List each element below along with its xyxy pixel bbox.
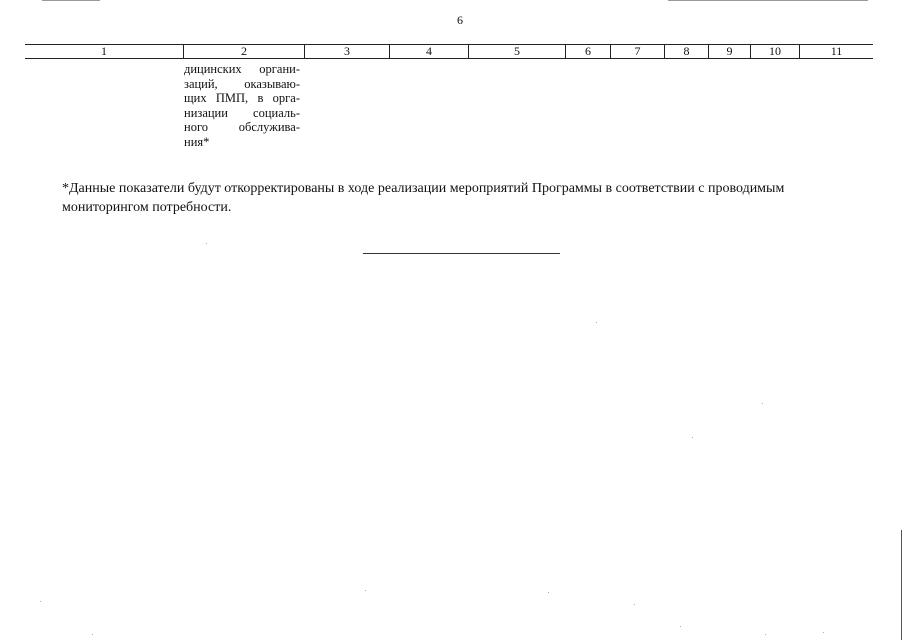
- footnote-line-1: *Данные показатели будут откорректированы в ходе реализации мероприятий Программы в соответствии с проводимым: [62, 181, 785, 196]
- scan-speck: [634, 604, 635, 605]
- scan-edge-mark: [901, 530, 902, 640]
- cell-text-line: щих ПМП, в орга-: [184, 91, 300, 106]
- scan-speck: [548, 592, 549, 593]
- cell-text-line: дицинских органи-: [184, 62, 300, 76]
- scan-speck: [596, 322, 597, 323]
- scan-artifact-top-left: [42, 0, 100, 1]
- table-header-col-4: 4: [390, 45, 469, 58]
- scan-artifact-top-right: [668, 0, 868, 1]
- scan-speck: [765, 634, 766, 635]
- table-header-col-5: 5: [469, 45, 566, 58]
- table-header-col-10: 10: [751, 45, 800, 58]
- scan-speck: [762, 403, 763, 404]
- footnote-line-2: мониторингом потребности.: [62, 200, 232, 215]
- table-header-col-7: 7: [611, 45, 665, 58]
- table-header-row: [25, 44, 873, 59]
- page-number: 6: [457, 13, 463, 27]
- scan-speck: [365, 590, 366, 591]
- table-header-col-9: 9: [709, 45, 751, 58]
- table-header-col-8: 8: [665, 45, 709, 58]
- table-cell-col-2-text: [184, 62, 300, 150]
- table-header-col-11: 11: [830, 44, 843, 58]
- scan-speck: [823, 632, 824, 633]
- cell-text-line: заций, оказываю-: [184, 76, 300, 91]
- cell-text-line: низации социаль-: [184, 105, 300, 120]
- table-header-col-3: 3: [305, 45, 390, 58]
- footnote: [62, 179, 862, 217]
- cell-text-line: ного обслужива-: [184, 120, 300, 135]
- scan-speck: [692, 437, 693, 438]
- scan-speck: [680, 626, 681, 627]
- table-header-col-2: 2: [184, 45, 305, 58]
- table-header-col-6: 6: [566, 45, 611, 58]
- scan-speck: [92, 634, 93, 635]
- scan-speck: [206, 243, 207, 244]
- table-header-col-1: 1: [25, 45, 184, 58]
- scan-speck: [40, 601, 41, 602]
- cell-text-line: ния*: [184, 134, 210, 149]
- end-of-document-rule: [363, 253, 560, 254]
